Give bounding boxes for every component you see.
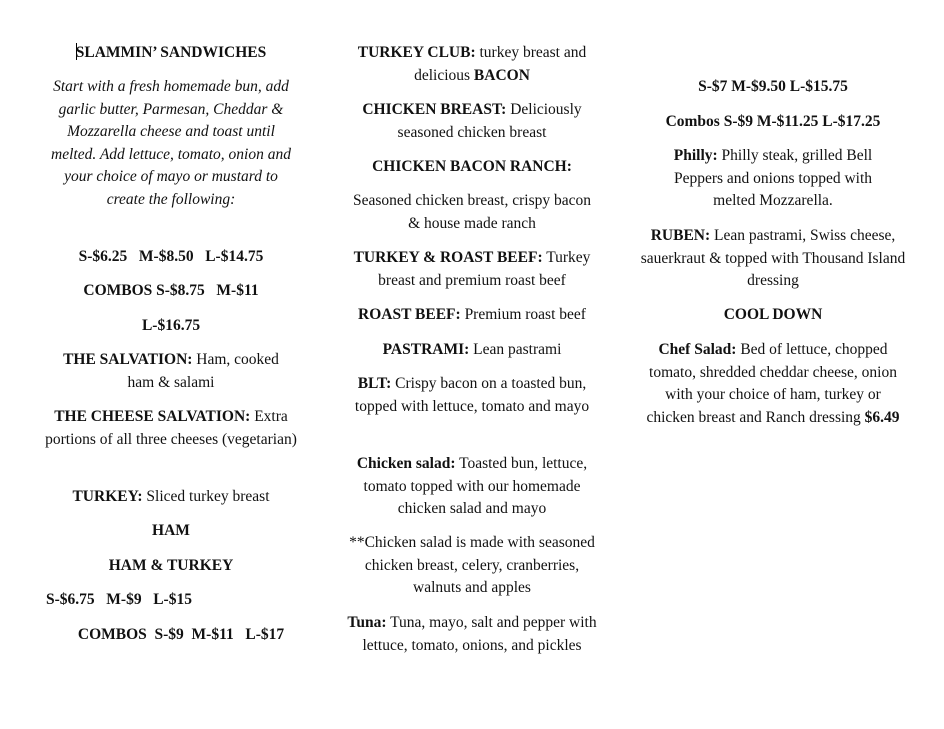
- price-line-2: S-$6.75 M-$9 L-$15: [46, 591, 192, 608]
- menu-item-roast-beef: ROAST BEEF: Premium roast beef: [358, 306, 586, 323]
- price-line-3: S-$7 M-$9.50 L-$15.75: [698, 78, 848, 95]
- menu-item-turkey-roast-beef: TURKEY & ROAST BEEF: Turkey breast and premium roast beef: [353, 249, 591, 289]
- menu-item-chicken-bacon-ranch: CHICKEN BACON RANCH:: [372, 158, 572, 175]
- price-line-1: S-$6.25 M-$8.50 L-$14.75: [78, 248, 264, 265]
- chicken-bacon-ranch-desc: Seasoned chicken breast, crispy bacon & house made ranch: [352, 192, 591, 232]
- menu-item-cheese-salvation: THE CHEESE SALVATION: Extra portions of all three cheeses (vegetarian): [45, 408, 297, 448]
- combo-line-2: COMBOS S-$9 M-$11 L-$17: [77, 626, 285, 643]
- intro-text: Start with a fresh homemade bun, add garlic butter, Parmesan, Cheddar & Mozzarella cheese and toast until melted. Add lettuce, tomato, onion and your choice of mayo or mustard to create the following:: [51, 78, 291, 208]
- combo-line-1b: L-$16.75: [141, 317, 201, 334]
- section-title: SLAMMIN’ SANDWICHES: [75, 44, 267, 61]
- menu-item-salvation: THE SALVATION: Ham, cooked ham & salami: [63, 351, 279, 391]
- menu-item-tuna: Tuna: Tuna, mayo, salt and pepper with lettuce, tomato, onions, and pickles: [347, 614, 597, 654]
- combo-line-3: Combos S-$9 M-$11.25 L-$17.25: [665, 113, 881, 130]
- menu-item-turkey: TURKEY: Sliced turkey breast: [72, 488, 270, 505]
- chicken-salad-note: **Chicken salad is made with seasoned chicken breast, celery, cranberries, walnuts and apples: [349, 534, 595, 596]
- combo-line-1a: COMBOS S-$8.75 M-$11: [83, 282, 259, 299]
- menu-item-pastrami: PASTRAMI: Lean pastrami: [382, 341, 562, 358]
- menu-item-blt: BLT: Crispy bacon on a toasted bun, topped with lettuce, tomato and mayo: [354, 375, 590, 415]
- menu-item-chicken-salad: Chicken salad: Toasted bun, lettuce, tomato topped with our homemade chicken salad and mayo: [356, 455, 588, 517]
- menu-item-ham-turkey: HAM & TURKEY: [108, 557, 234, 574]
- menu-item-ruben: RUBEN: Lean pastrami, Swiss cheese, sauerkraut & topped with Thousand Island dressing: [640, 227, 906, 289]
- menu-item-chef-salad: Chef Salad: Bed of lettuce, chopped tomato, shredded cheddar cheese, onion with your choice of ham, turkey or chicken breast and Ranch dressing $6.49: [646, 341, 900, 426]
- menu-item-philly: Philly: Philly steak, grilled Bell Peppers and onions topped with melted Mozzarella.: [673, 147, 873, 209]
- menu-item-chicken-breast: CHICKEN BREAST: Deliciously seasoned chicken breast: [362, 101, 582, 141]
- menu-item-ham: HAM: [152, 522, 190, 539]
- cool-down-heading: COOL DOWN: [723, 306, 823, 323]
- menu-item-turkey-club: TURKEY CLUB: turkey breast and delicious BACON: [357, 44, 587, 84]
